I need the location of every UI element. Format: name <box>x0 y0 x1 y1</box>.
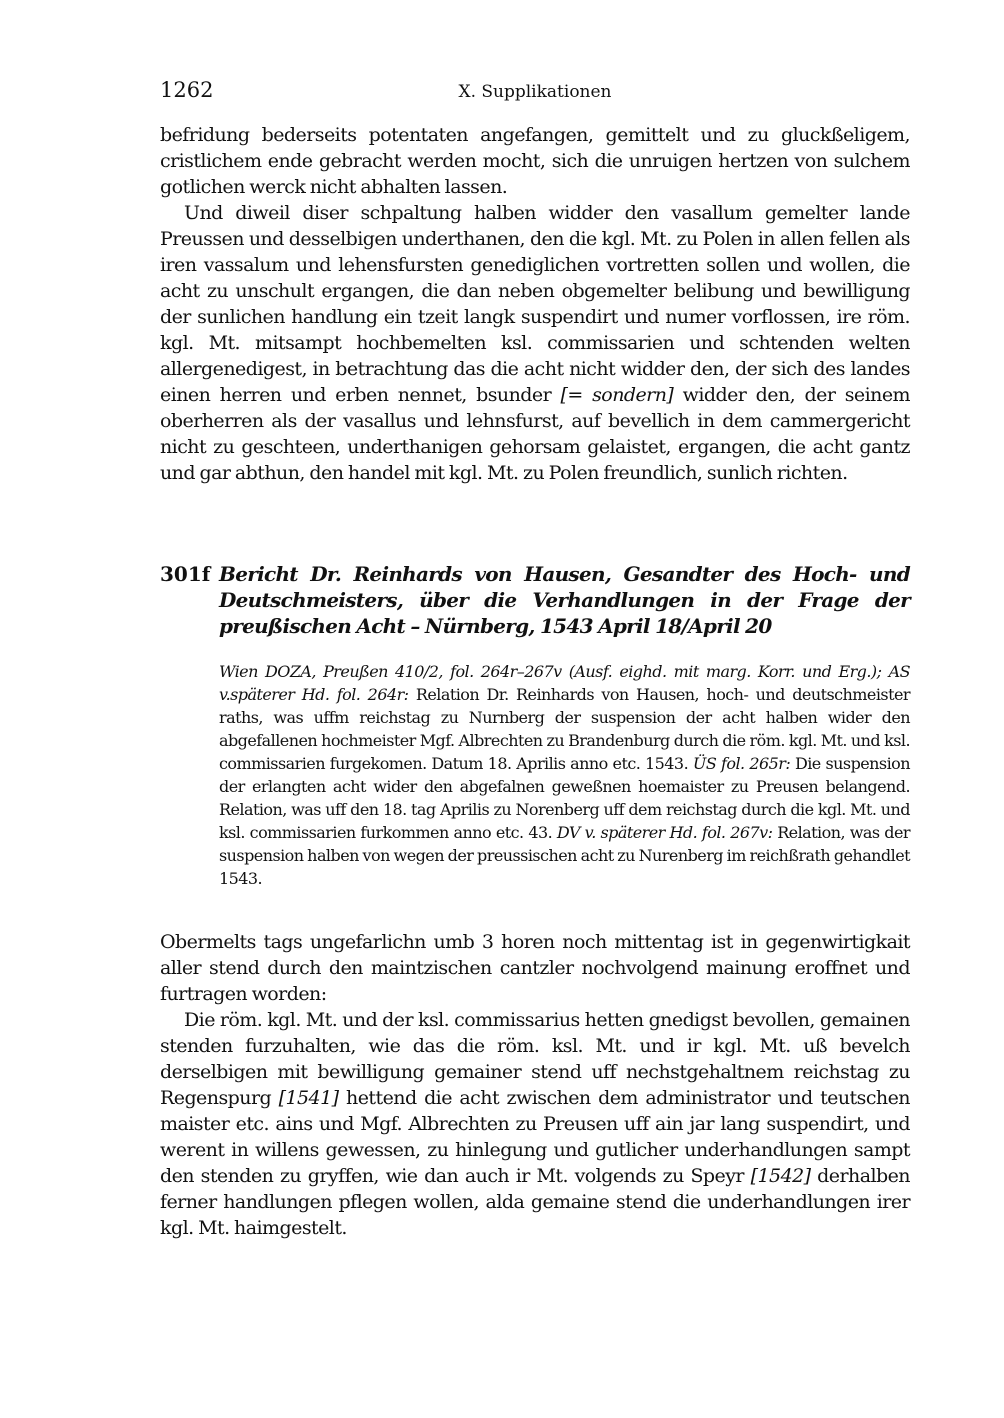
editorial-note: [= sondern] <box>560 384 674 406</box>
page-number: 1262 <box>160 78 214 102</box>
body-paragraph-2 <box>160 1007 910 1241</box>
page-header <box>160 78 910 108</box>
source-dv-label: DV v. späterer Hd. fol. 267v: <box>556 823 773 842</box>
body-1-text: Obermelts tags ungefarlichn umb 3 horen noch mittentag ist in gegenwirtigkait aller stend durch den maintzischen cantzler nochvolgend mainung eroffnet und furtragen worden: <box>160 931 910 1005</box>
continuation-text: befridung bederseits potentaten angefangen, gemittelt und zu gluckßeligem, cristlichem ende gebracht werden mocht, sich die unruigen hertzen von sulchem gotlichen werck nicht abhalten lassen. <box>160 124 910 198</box>
document-title: Bericht Dr. Reinhards von Hausen, Gesandter des Hoch- und Deutschmeisters, über die Verhandlungen in der Frage der preußischen Acht – Nürnberg, 1543 April 18/April 20 <box>219 562 910 638</box>
document-number: 301f <box>160 562 211 586</box>
body-paragraph-1 <box>160 929 910 1007</box>
source-archive: Wien DOZA, Preußen 410/2, fol. 264r–267v (Ausf. eighd. mit marg. Korr. und Erg.); AS v.späterer Hd. fol. 264r: <box>219 662 910 704</box>
body-2-part1: Die röm. kgl. Mt. und der ksl. commissarius hetten gnedigst bevollen, gemainen stenden furzuhalten, wie das die röm. ksl. Mt. und ir kgl. Mt. uß bevelch derselbigen mit bewilligung gemainer stend uff nechstgehaltnem reichstag zu Regenspurg <box>160 1009 910 1109</box>
paragraph-2-part2: widder den, der seinem oberherren als der vasallus und lehnsfurst, auf bevellich in dem cammergericht nicht zu geschteen, underthanigen gehorsam gelaistet, ergangen, die acht gantz und gar abthun, den handel mit kgl. Mt. zu Polen freundlich, sunlich richten. <box>160 384 910 484</box>
paragraph-2-part1: Und diweil diser schpaltung halben widder den vasallum gemelter lande Preussen und desselbigen underthanen, den die kgl. Mt. zu Polen in allen fellen als iren vassalum und lehensfursten genediglichen vortretten sollen und wollen, die acht zu unschult ergangen, die dan neben obgemelter belibung und bewilligung der sunlichen handlung ein tzeit langk suspendirt und numer vorflossen, ire röm. kgl. Mt. mitsampt hochbemelten ksl. commissarien und schtenden welten allergenedigest, in betrachtung das die acht nicht widder den, der sich des landes einen herren und erben nennet, bsunder <box>160 202 910 406</box>
running-head: X. Supplikationen <box>458 82 612 102</box>
source-dv-text: Relation, was der suspension halben von wegen der preussischen acht zu Nurenberg im reichßrath gehandlet 1543. <box>219 823 910 888</box>
continuation-paragraph <box>160 122 910 200</box>
source-us-text: Die suspension der erlangten acht wider den abgefalnen geweßnen hoemaister zu Preusen belangend. Relation, was uff den 18. tag Aprilis zu Norenberg uff dem reichstag durch die kgl. Mt. und ksl. commissarien furkommen anno etc. 43. <box>219 754 910 842</box>
source-note <box>219 660 910 890</box>
source-us-label: ÜS fol. 265r: <box>692 754 791 773</box>
body-2-part3: derhalben ferner handlungen pflegen wollen, alda gemaine stend die underhandlungen irer kgl. Mt. haimgestelt. <box>160 1165 910 1239</box>
editorial-note-1541: [1541] <box>278 1087 339 1109</box>
source-relation-text: Relation Dr. Reinhards von Hausen, hoch- und deutschmeister raths, was uffm reichstag zu Nurnberg der suspension der acht halben wider den abgefallenen hochmeister Mgf. Albrechten zu Brandenburg durch die röm. kgl. Mt. und ksl. commissarien furgekomen. Datum 18. Aprilis anno etc. 1543. <box>219 685 910 773</box>
editorial-note-1542: [1542] <box>750 1165 811 1187</box>
body-2-part2: hettend die acht zwischen dem administrator und teutschen maister etc. ains und Mgf. Albrechten zu Preusen uff ain jar lang suspendirt, und werent in willens gewessen, zu hinlegung und gutlicher underhandlungen sampt den stenden zu gryffen, wie dan auch ir Mt. volgends zu Speyr <box>160 1087 910 1187</box>
paragraph-2 <box>160 200 910 486</box>
